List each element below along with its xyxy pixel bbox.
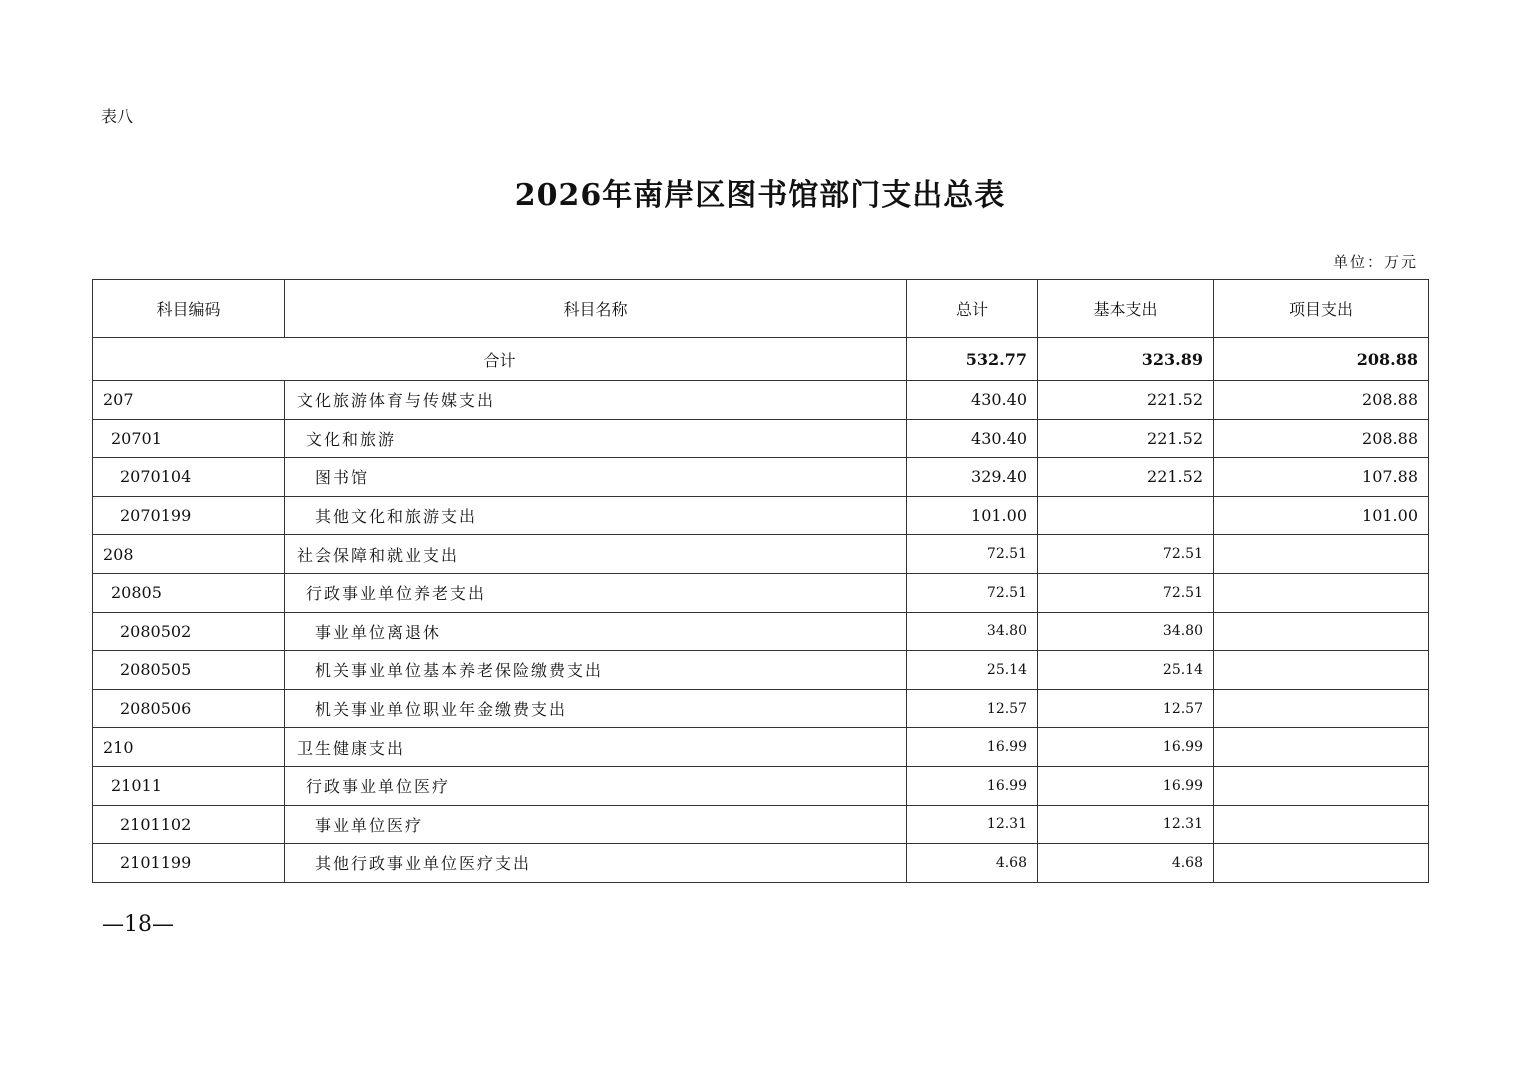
- row-name: 文化旅游体育与传媒支出: [285, 381, 907, 420]
- row-basic: 72.51: [1038, 535, 1214, 574]
- row-name: 社会保障和就业支出: [285, 535, 907, 574]
- table-row: [93, 612, 1429, 651]
- row-name: 行政事业单位养老支出: [285, 573, 907, 612]
- column-header-basic: 基本支出: [1038, 280, 1214, 338]
- table-header-row: [93, 280, 1429, 338]
- row-project: 208.88: [1214, 381, 1429, 420]
- row-name: 事业单位医疗: [285, 805, 907, 844]
- expense-summary-table: [92, 279, 1429, 883]
- row-name: 其他文化和旅游支出: [285, 496, 907, 535]
- row-code: 2080502: [93, 612, 285, 651]
- row-code: 20805: [93, 573, 285, 612]
- table-label: 表八: [101, 107, 134, 126]
- row-code: 2101102: [93, 805, 285, 844]
- row-name: 图书馆: [285, 458, 907, 497]
- row-project: [1214, 844, 1429, 883]
- row-name: 事业单位离退休: [285, 612, 907, 651]
- table-row: [93, 419, 1429, 458]
- total-label: 合计: [93, 338, 907, 381]
- row-basic: 221.52: [1038, 381, 1214, 420]
- row-total: 430.40: [907, 419, 1038, 458]
- row-basic: 4.68: [1038, 844, 1214, 883]
- row-basic: 25.14: [1038, 651, 1214, 690]
- row-code: 2080505: [93, 651, 285, 690]
- row-total: 16.99: [907, 728, 1038, 767]
- row-code: 210: [93, 728, 285, 767]
- row-project: 208.88: [1214, 419, 1429, 458]
- row-total: 12.31: [907, 805, 1038, 844]
- table-row: [93, 689, 1429, 728]
- table-row: [93, 458, 1429, 497]
- row-code: 21011: [93, 766, 285, 805]
- table-row: [93, 535, 1429, 574]
- total-project: 208.88: [1214, 338, 1429, 381]
- row-name: 其他行政事业单位医疗支出: [285, 844, 907, 883]
- table-row: [93, 766, 1429, 805]
- row-basic: 12.57: [1038, 689, 1214, 728]
- row-total: 329.40: [907, 458, 1038, 497]
- total-sum: 532.77: [907, 338, 1038, 381]
- table-row: [93, 844, 1429, 883]
- row-project: [1214, 728, 1429, 767]
- row-code: 2080506: [93, 689, 285, 728]
- row-total: 34.80: [907, 612, 1038, 651]
- row-basic: 221.52: [1038, 419, 1214, 458]
- row-project: [1214, 689, 1429, 728]
- column-header-project: 项目支出: [1214, 280, 1429, 338]
- total-basic: 323.89: [1038, 338, 1214, 381]
- table-row: [93, 381, 1429, 420]
- row-project: [1214, 612, 1429, 651]
- table-row: [93, 573, 1429, 612]
- row-basic: 12.31: [1038, 805, 1214, 844]
- column-header-total: 总计: [907, 280, 1038, 338]
- row-basic: 34.80: [1038, 612, 1214, 651]
- row-total: 25.14: [907, 651, 1038, 690]
- row-project: [1214, 573, 1429, 612]
- row-basic: [1038, 496, 1214, 535]
- row-name: 行政事业单位医疗: [285, 766, 907, 805]
- column-header-name: 科目名称: [285, 280, 907, 338]
- unit-label: 单位：万元: [1332, 253, 1418, 271]
- table-row: [93, 728, 1429, 767]
- row-basic: 16.99: [1038, 766, 1214, 805]
- row-basic: 221.52: [1038, 458, 1214, 497]
- total-row: [93, 338, 1429, 381]
- row-name: 机关事业单位职业年金缴费支出: [285, 689, 907, 728]
- table-row: [93, 805, 1429, 844]
- column-header-code: 科目编码: [93, 280, 285, 338]
- row-total: 430.40: [907, 381, 1038, 420]
- table-row: [93, 496, 1429, 535]
- row-code: 2070199: [93, 496, 285, 535]
- row-code: 2070104: [93, 458, 285, 497]
- row-code: 2101199: [93, 844, 285, 883]
- row-total: 101.00: [907, 496, 1038, 535]
- row-code: 207: [93, 381, 285, 420]
- row-total: 16.99: [907, 766, 1038, 805]
- row-code: 20701: [93, 419, 285, 458]
- row-total: 72.51: [907, 573, 1038, 612]
- row-basic: 72.51: [1038, 573, 1214, 612]
- row-total: 4.68: [907, 844, 1038, 883]
- row-code: 208: [93, 535, 285, 574]
- row-name: 卫生健康支出: [285, 728, 907, 767]
- row-project: [1214, 535, 1429, 574]
- row-project: [1214, 766, 1429, 805]
- row-name: 文化和旅游: [285, 419, 907, 458]
- table-row: [93, 651, 1429, 690]
- row-total: 72.51: [907, 535, 1038, 574]
- page-title: 2026年南岸区图书馆部门支出总表: [514, 178, 1006, 213]
- row-total: 12.57: [907, 689, 1038, 728]
- page-number: —18—: [102, 912, 174, 937]
- row-basic: 16.99: [1038, 728, 1214, 767]
- row-project: 101.00: [1214, 496, 1429, 535]
- row-name: 机关事业单位基本养老保险缴费支出: [285, 651, 907, 690]
- row-project: 107.88: [1214, 458, 1429, 497]
- row-project: [1214, 651, 1429, 690]
- row-project: [1214, 805, 1429, 844]
